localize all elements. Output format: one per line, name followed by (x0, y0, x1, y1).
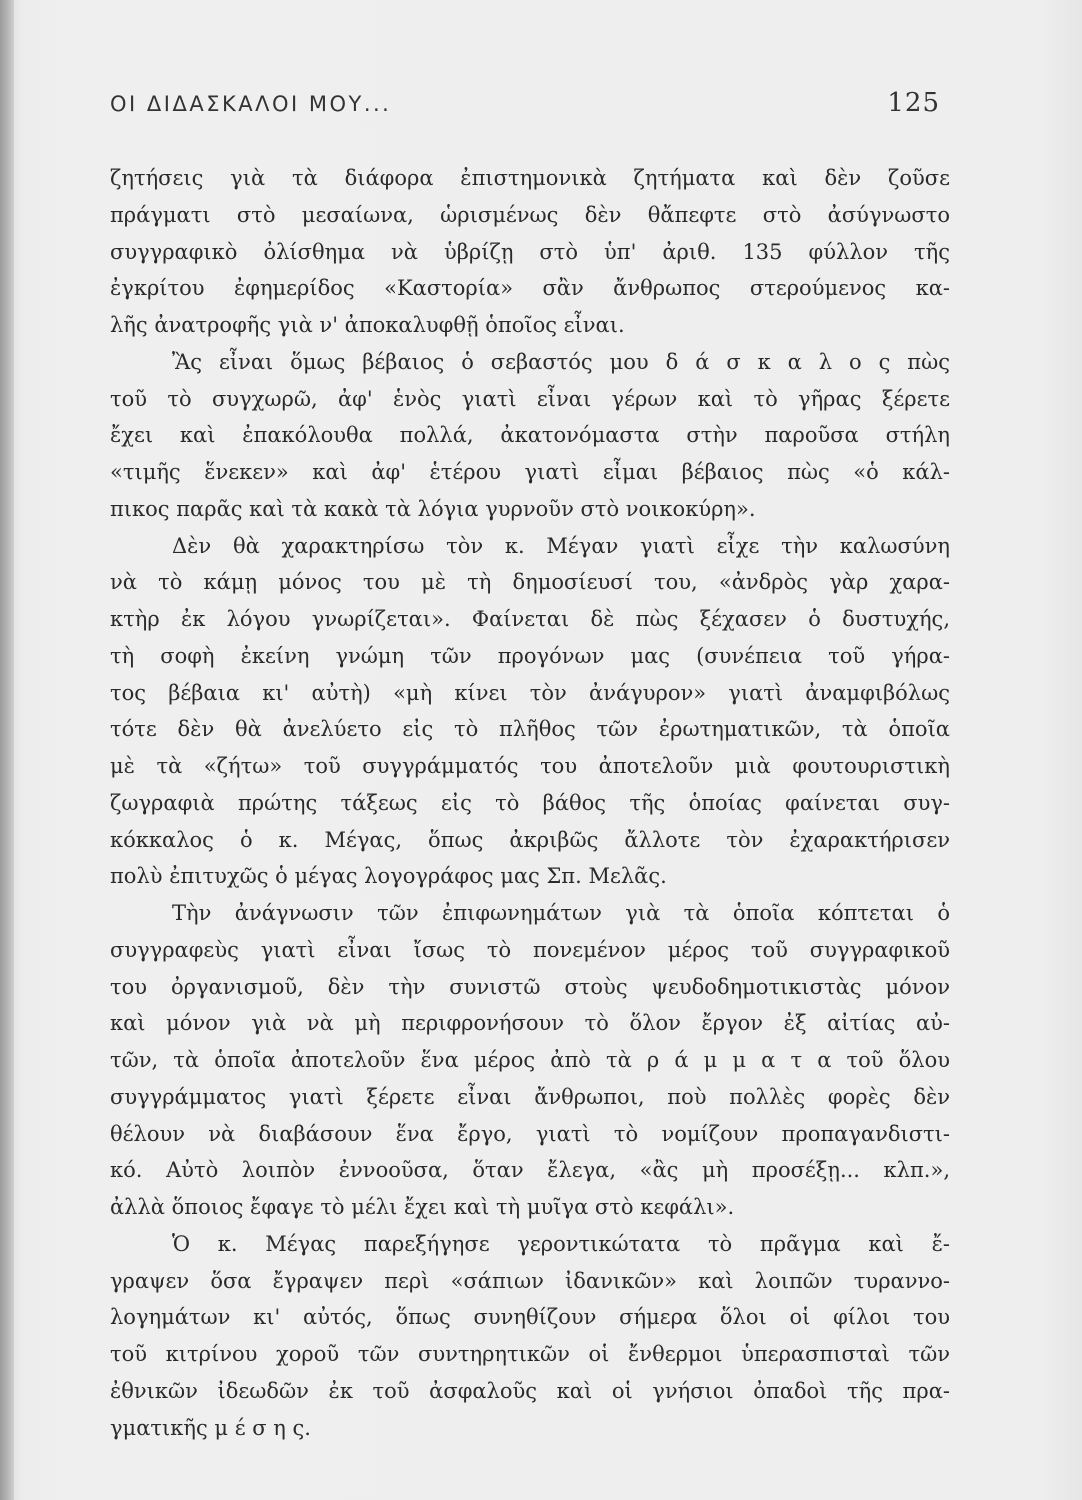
page-number: 125 (887, 88, 940, 118)
text-line: τοῦ τὸ συγχωρῶ, ἀφ' ἑνὸς γιατὶ εἶναι γέρων καὶ τὸ γῆρας ξέρετε (110, 386, 950, 411)
text-line: κόκκαλος ὁ κ. Μέγας, ὅπως ἀκριβῶς ἄλλοτε τὸν ἐχαρακτήρισεν (110, 827, 950, 852)
text-line: του ὀργανισμοῦ, δὲν τὴν συνιστῶ στοὺς ψευδοδημοτικιστὰς μόνον (110, 974, 950, 999)
text-line: συγγραφικὸ ὀλίσθημα νὰ ὑβρίζῃ στὸ ὑπ' ἀριθ. 135 φύλλον τῆς (110, 239, 950, 264)
text-line: ἀλλὰ ὅποιος ἔφαγε τὸ μέλι ἔχει καὶ τὴ μυῖγα στὸ κεφάλι». (110, 1195, 735, 1219)
running-header (110, 88, 940, 128)
page-spine-shadow (0, 0, 14, 1500)
text-line: Τὴν ἀνάγνωσιν τῶν ἐπιφωνημάτων γιὰ τὰ ὁποῖα κόπτεται ὁ (172, 901, 950, 925)
text-line: μὲ τὰ «ζήτω» τοῦ συγγράμματός του ἀποτελοῦν μιὰ φουτουριστικὴ (110, 754, 950, 778)
text-line: τος βέβαια κι' αὐτὴ) «μὴ κίνει τὸν ἀνάγυρον» γιατὶ ἀναμφιβόλως (110, 680, 950, 705)
text-line: τὴ σοφὴ ἐκείνη γνώμη τῶν προγόνων μας (συνέπεια τοῦ γήρα- (110, 643, 950, 668)
text-line: πολὺ ἐπιτυχῶς ὁ μέγας λογογράφος μας Σπ. Μελᾶς. (110, 864, 667, 889)
text-line: Δὲν θὰ χαρακτηρίσω τὸν κ. Μέγαν γιατὶ εἶχε τὴν καλωσύνη (172, 533, 950, 558)
text-line: κτὴρ ἐκ λόγου γνωρίζεται». Φαίνεται δὲ πὼς ξέχασεν ὁ δυστυχής, (110, 607, 950, 631)
text-line: γραψεν ὅσα ἔγραψεν περὶ «σάπιων ἰδανικῶν» καὶ λοιπῶν τυραννο- (110, 1268, 950, 1293)
text-line: τότε δὲν θὰ ἀνελύετο εἰς τὸ πλῆθος τῶν ἐρωτηματικῶν, τὰ ὁποῖα (110, 717, 950, 742)
text-line: καὶ μόνον γιὰ νὰ μὴ περιφρονήσουν τὸ ὅλον ἔργον ἐξ αἰτίας αὐ- (110, 1011, 950, 1036)
text-line: νὰ τὸ κάμῃ μόνος του μὲ τὴ δημοσίευσί του, «ἀνδρὸς γὰρ χαρα- (110, 570, 950, 595)
text-line: ἐγκρίτου ἐφημερίδος «Καστορία» σἂν ἄνθρωπος στερούμενος κα- (110, 276, 950, 301)
text-line: πράγματι στὸ μεσαίωνα, ὡρισμένως δὲν θἄπεφτε στὸ ἀσύγνωστο (110, 202, 950, 227)
text-line: ζητήσεις γιὰ τὰ διάφορα ἐπιστημονικὰ ζητήματα καὶ δὲν ζοῦσε (110, 166, 950, 190)
text-line: Ὁ κ. Μέγας παρεξήγησε γεροντικώτατα τὸ πρᾶγμα καὶ ἔ- (172, 1231, 950, 1256)
text-line: ἔχει καὶ ἐπακόλουθα πολλά, ἀκατονόμαστα στὴν παροῦσα στήλη (110, 423, 950, 448)
text-line: ζωγραφιὰ πρώτης τάξεως εἰς τὸ βάθος τῆς ὁποίας φαίνεται συγ- (110, 790, 950, 815)
text-line: συγγράμματος γιατὶ ξέρετε εἶναι ἄνθρωποι, ποὺ πολλὲς φορὲς δὲν (110, 1084, 950, 1109)
text-line: λῆς ἀνατροφῆς γιὰ ν' ἀποκαλυφθῇ ὁποῖος εἶναι. (110, 313, 625, 337)
body-text (110, 160, 950, 1446)
text-line: τοῦ κιτρίνου χοροῦ τῶν συντηρητικῶν οἱ ἔνθερμοι ὑπερασπισταὶ τῶν (110, 1342, 950, 1366)
text-line: συγγραφεὺς γιατὶ εἶναι ἴσως τὸ πονεμένον μέρος τοῦ συγγραφικοῦ (110, 937, 950, 962)
text-line: θέλουν νὰ διαβάσουν ἕνα ἔργο, γιατὶ τὸ νομίζουν προπαγανδιστι- (110, 1121, 950, 1146)
text-line: ἐθνικῶν ἰδεωδῶν ἐκ τοῦ ἀσφαλοῦς καὶ οἱ γνήσιοι ὀπαδοὶ τῆς πρα- (110, 1378, 950, 1403)
text-line: κό. Αὐτὸ λοιπὸν ἐννοοῦσα, ὅταν ἔλεγα, «ἂς μὴ προσέξῃ... κλπ.», (110, 1158, 950, 1183)
running-title: ΟΙ ΔΙΔΑΣΚΑΛΟΙ ΜΟΥ... (110, 92, 392, 116)
text-line: λογημάτων κι' αὐτός, ὅπως συνηθίζουν σήμερα ὅλοι οἱ φίλοι του (110, 1305, 950, 1330)
text-line: Ἂς εἶναι ὅμως βέβαιος ὁ σεβαστός μου δ ά σ κ α λ ο ς πὼς (172, 349, 950, 374)
text-line: πικος παρᾶς καὶ τὰ κακὰ τὰ λόγια γυρνοῦν στὸ νοικοκύρη». (110, 496, 756, 521)
text-line: «τιμῆς ἕνεκεν» καὶ ἀφ' ἑτέρου γιατὶ εἶμαι βέβαιος πὼς «ὁ κάλ- (110, 460, 950, 484)
text-line: τῶν, τὰ ὁποῖα ἀποτελοῦν ἕνα μέρος ἀπὸ τὰ ρ ά μ μ α τ α τοῦ ὅλου (110, 1048, 950, 1072)
text-line: γματικῆς μ έ σ η ς. (110, 1415, 311, 1440)
